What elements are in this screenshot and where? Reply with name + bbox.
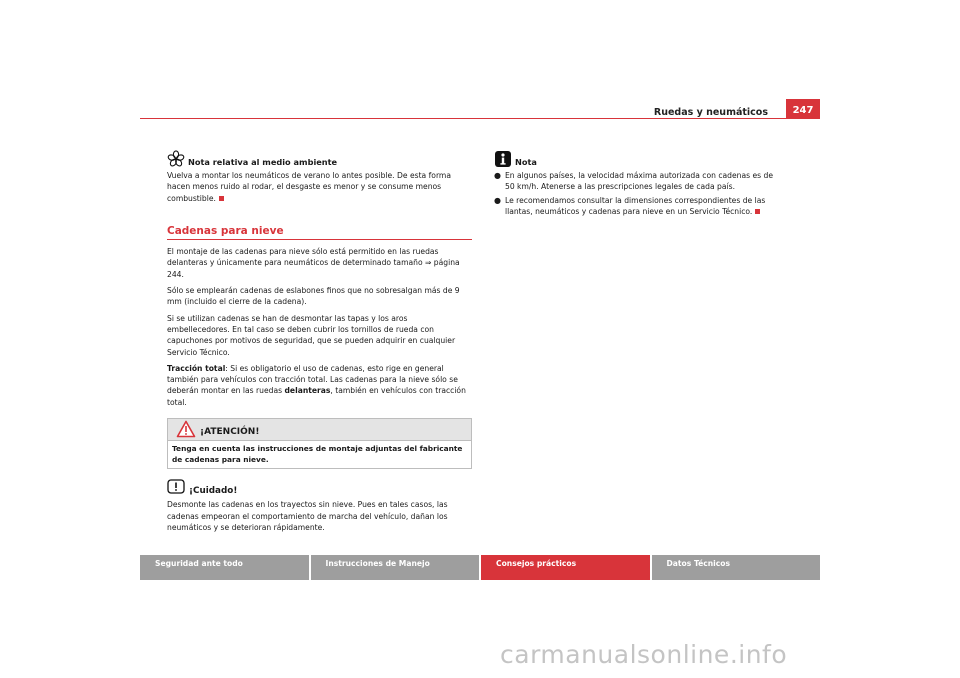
env-note-title: Nota relativa al medio ambiente <box>188 156 338 167</box>
bold-term: Tracción total <box>167 363 226 373</box>
watermark: carmanualsonline.info <box>500 640 788 669</box>
warning-triangle-icon <box>176 420 194 438</box>
list-item: ● En algunos países, la velocidad máxima autorizada con cadenas es de 50 km/h. Atenerse a las prescripciones legales de cada país. <box>494 171 774 192</box>
info-icon <box>494 150 512 168</box>
header-divider <box>140 118 820 119</box>
warning-box <box>167 418 472 469</box>
caution-exclamation-icon <box>167 479 185 497</box>
page-number: 247 <box>786 99 820 119</box>
end-marker <box>219 196 224 201</box>
chapter-title: Ruedas y neumáticos <box>653 107 768 118</box>
end-marker <box>755 209 760 214</box>
env-note-heading <box>167 150 472 168</box>
caution-text: Desmonte las cadenas en los trayectos sin nieve. Pues en tales casos, las cadenas empeoran el comportamiento de marcha del vehículo, dañan los neumáticos y se deterioran rápidamente. <box>167 500 448 532</box>
paragraph: Sólo se emplearán cadenas de eslabones finos que no sobresalgan más de 9 mm (incluido el cierre de la cadena). <box>167 286 460 307</box>
paragraph: Si se utilizan cadenas se han de desmontar las tapas y los aros embellecedores. En tal caso se deben cubrir los tornillos de rueda con capuchones por motivos de seguridad, que se pueden adquirir en cualquier Servicio Técnico. <box>167 313 456 357</box>
tab-datos[interactable]: Datos Técnicos <box>652 555 821 580</box>
env-note-text: Vuelva a montar los neumáticos de verano lo antes posible. De esta forma hacen menos ruido al rodar, el desgaste es menor y se consume menos combustible. <box>167 171 451 203</box>
warning-header <box>168 419 471 441</box>
bold-term: delanteras <box>284 386 331 396</box>
warning-title: ¡ATENCIÓN! <box>200 426 260 437</box>
paragraph-awd: Tracción total: Si es obligatorio el uso de cadenas, esto rige en general también para vehículos con tracción total. Las cadenas para la nieve sólo se deberán montar en las ruedas delanteras, también en vehículos con tracción total. <box>167 363 466 407</box>
footer-nav <box>140 555 820 580</box>
paragraph: El montaje de las cadenas para nieve sólo está permitido en las ruedas delanteras y únicamente para neumáticos de determinado tamaño ⇒ página 244. <box>167 247 460 279</box>
bullet-icon: ● <box>494 171 501 180</box>
flower-icon <box>167 150 185 168</box>
caution-title: ¡Cuidado! <box>189 485 238 496</box>
note-title: Nota <box>515 156 537 167</box>
tab-seguridad[interactable]: Seguridad ante todo <box>140 555 309 580</box>
right-column <box>494 150 784 219</box>
caution-heading <box>167 479 472 497</box>
section-title: Cadenas para nieve <box>167 226 472 240</box>
list-item: ● Le recomendamos consultar la dimensiones correspondientes de las llantas, neumáticos y cadenas para nieve en un Servicio Técnico. <box>494 195 766 216</box>
bullet-icon: ● <box>494 195 501 205</box>
left-column <box>167 150 472 538</box>
tab-instrucciones[interactable]: Instrucciones de Manejo <box>311 555 480 580</box>
warning-text: Tenga en cuenta las instrucciones de montaje adjuntas del fabricante de cadenas para nieve. <box>172 444 463 464</box>
tab-consejos[interactable]: Consejos prácticos <box>481 555 650 580</box>
note-heading <box>494 150 784 168</box>
